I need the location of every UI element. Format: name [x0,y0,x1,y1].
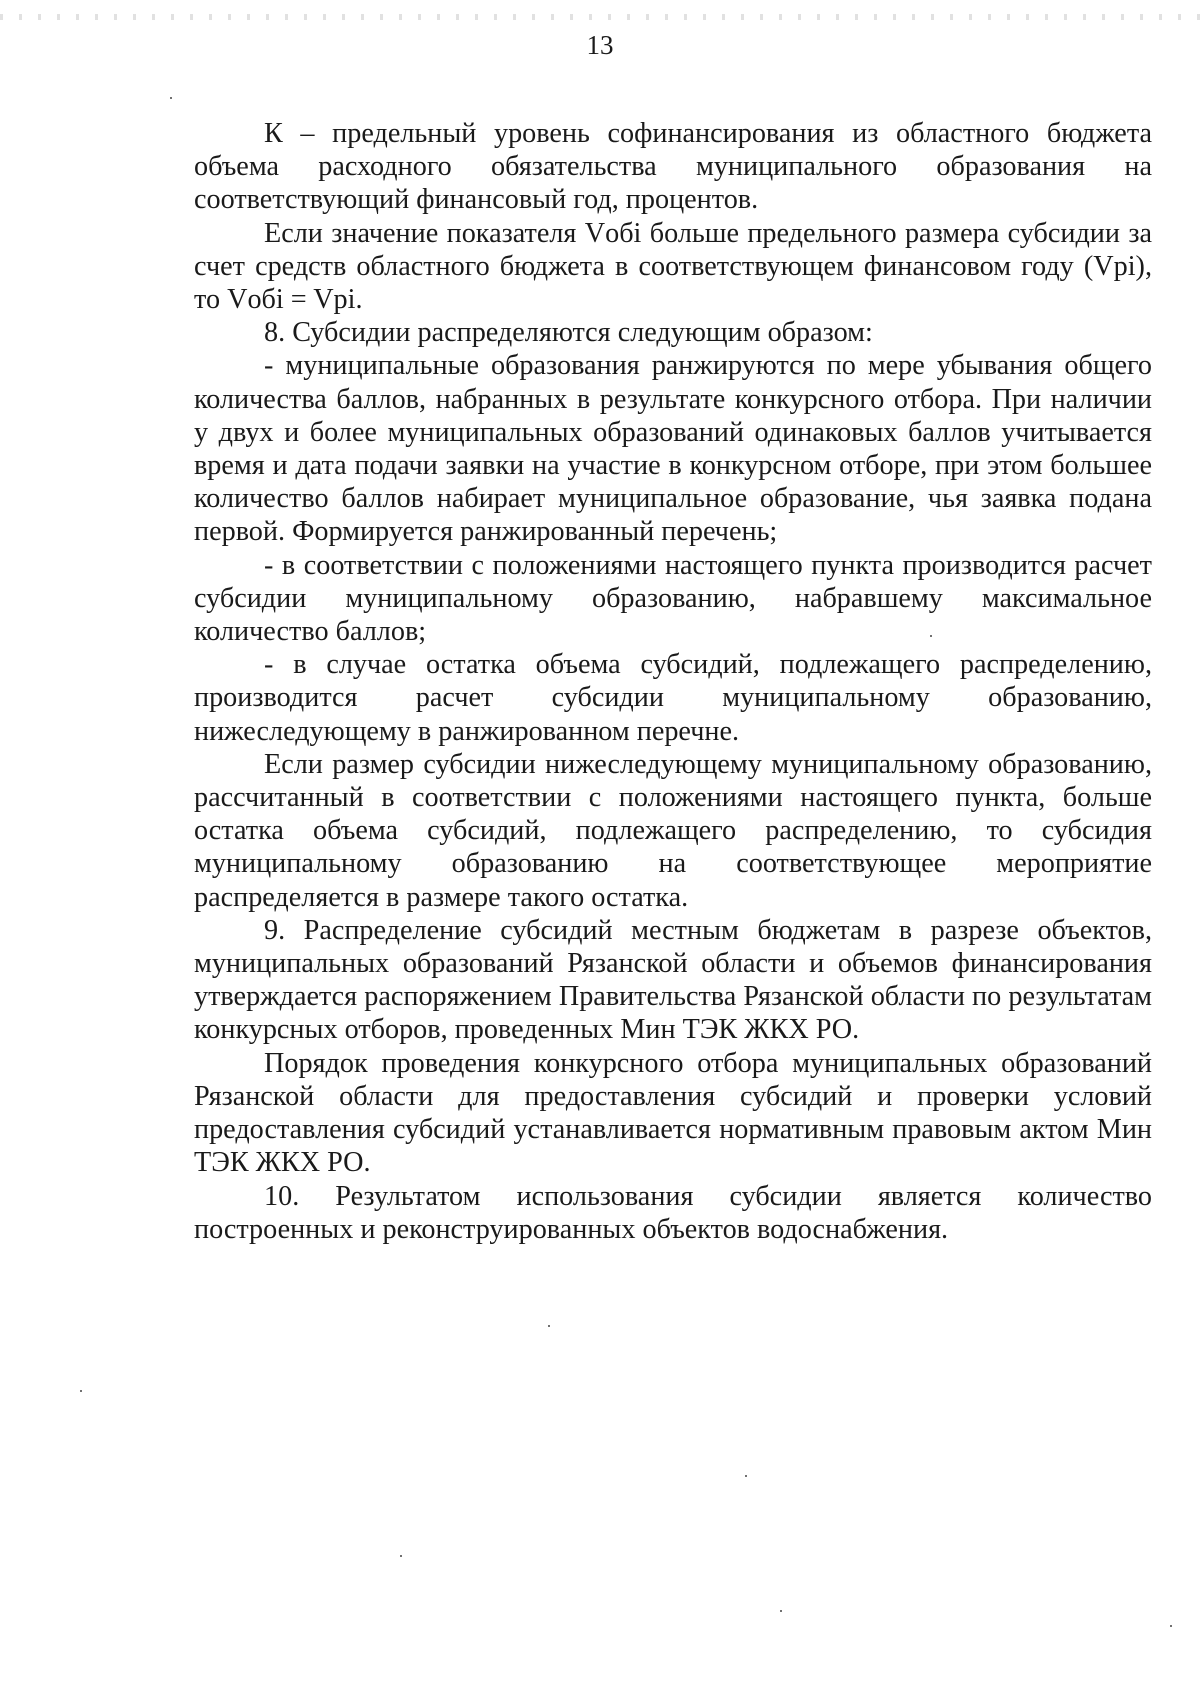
paragraph-ranking-rule: - муниципальные образования ранжируются по мере убывания общего количества баллов, набранных в результате конкурсного отбора. При наличии у двух и более муниципальных образований одинаковых баллов учитывается время и дата подачи заявки на участие в конкурсном отборе, при этом большее количество баллов набирает муниципальное образование, чья заявка подана первой. Формируется ранжированный перечень; [194,350,1152,548]
page-number: 13 [586,30,614,60]
scan-speck [548,1325,550,1327]
scan-speck [745,1475,747,1477]
paragraph-section-9: 9. Распределение субсидий местным бюджетам в разрезе объектов, муниципальных образований Рязанской области и объемов финансирования утверждается распоряжением Правительства Рязанской области по результатам конкурсных отборов, проведенных Мин ТЭК ЖКХ РО. [194,914,1152,1046]
document-body [194,117,1152,1246]
paragraph-k-definition: К – предельный уровень софинансирования из областного бюджета объема расходного обязательства муниципального образования на соответствующий финансовый год, процентов. [194,118,1152,216]
paragraph-remainder-rule: Если размер субсидии нижеследующему муниципальному образованию, рассчитанный в соответствии с положениями настоящего пункта, больше остатка объема субсидий, подлежащего распределению, то субсидия муниципальному образованию на соответствующее мероприятие распределяется в размере такого остатка. [194,748,1152,913]
scan-speck [780,1610,782,1612]
paragraph-section-10: 10. Результатом использования субсидии является количество построенных и реконструированных объектов водоснабжения. [194,1180,1152,1245]
scan-speck [170,97,172,99]
paragraph-vobi-condition: Если значение показателя Vобi больше предельного размера субсидии за счет средств областного бюджета в соответствующем финансовом году (Vрi), то Vобi = Vрi. [194,217,1152,316]
scan-speck [400,1555,402,1557]
paragraph-selection-procedure: Порядок проведения конкурсного отбора муниципальных образований Рязанской области для предоставления субсидий и проверки условий предоставления субсидий устанавливается нормативным правовым актом Мин ТЭК ЖКХ РО. [194,1047,1152,1179]
scan-speck [80,1390,82,1392]
paragraph-max-score-calculation: - в соответствии с положениями настоящего пункта производится расчет субсидии муниципальному образованию, набравшему максимальное количество баллов; [194,549,1152,648]
scan-speck [930,635,932,637]
paragraph-remaining-volume: - в случае остатка объема субсидий, подлежащего распределению, производится расчет субсидии муниципальному образованию, нижеследующему в ранжированном перечне. [194,649,1152,747]
scan-edge-artifact [0,14,1200,20]
paragraph-section-8-heading: 8. Субсидии распределяются следующим образом: [264,317,873,349]
scan-speck [1170,1625,1172,1627]
